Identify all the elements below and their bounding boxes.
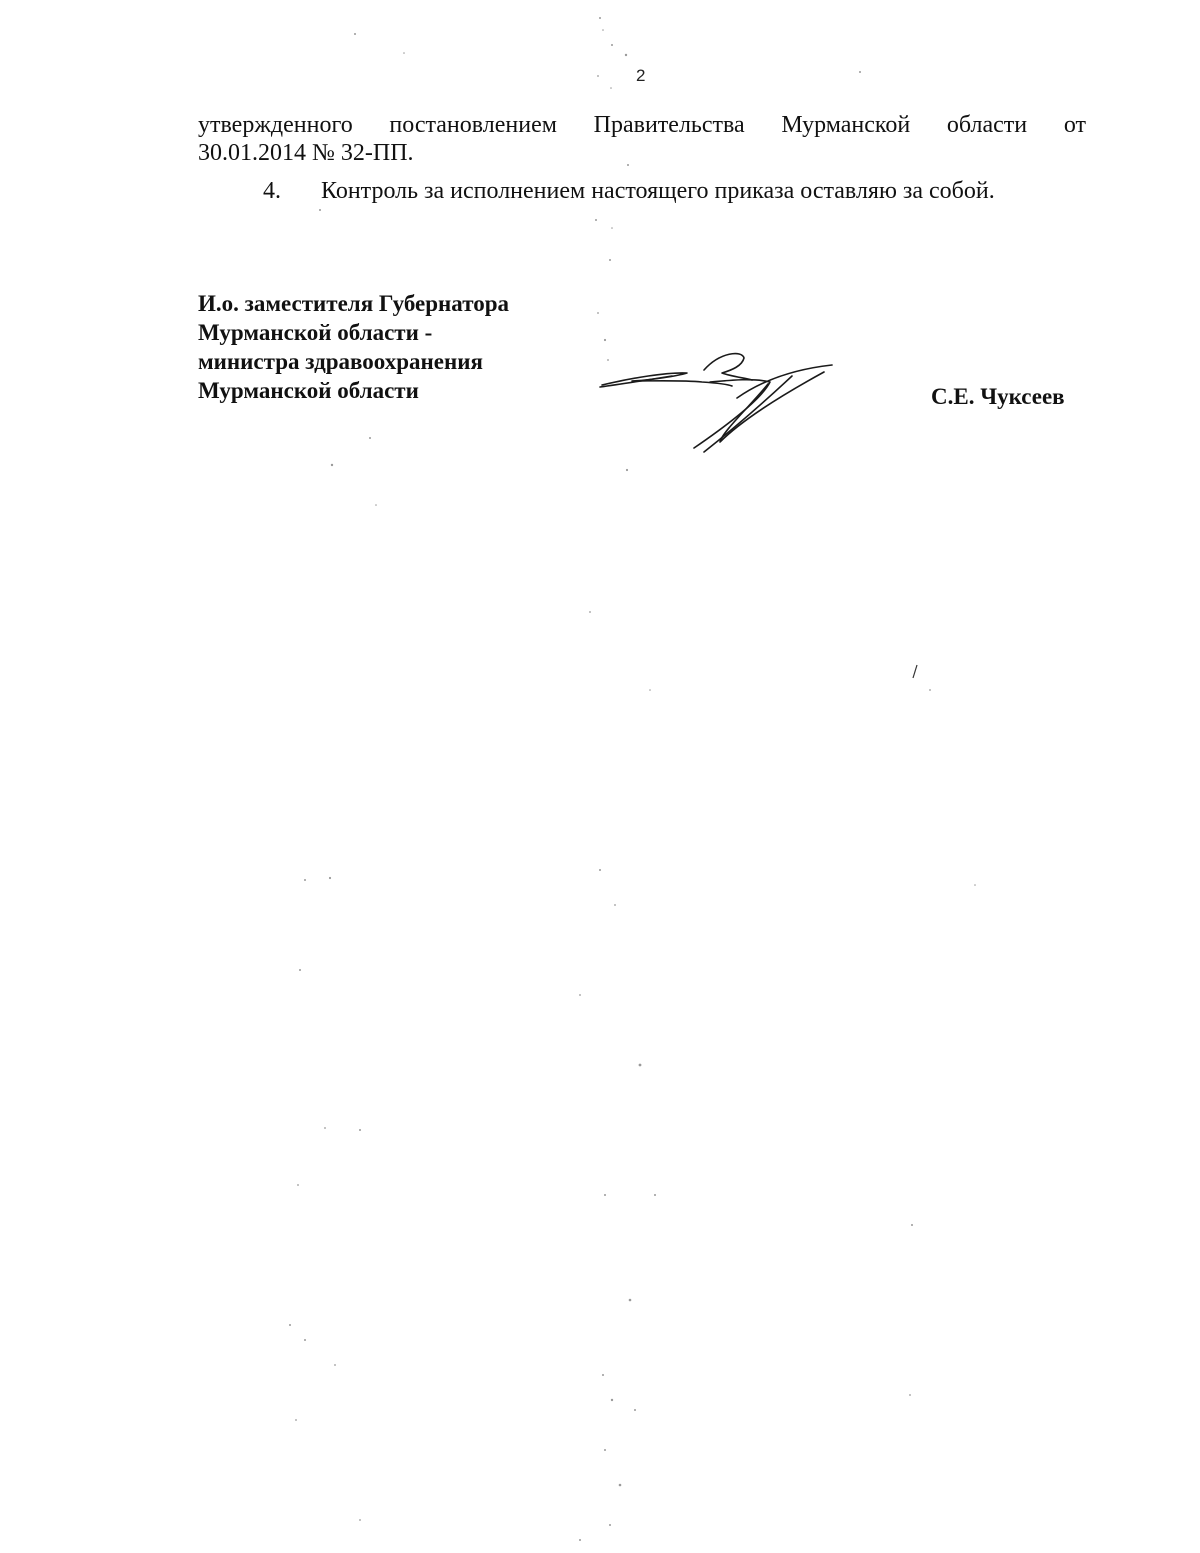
position-line-1: И.о. заместителя Губернатора bbox=[198, 291, 509, 316]
paragraph-continuation-line-1: утвержденного постановлением Правительства Мурманской области от bbox=[198, 112, 1086, 138]
list-item-number: 4. bbox=[263, 178, 281, 204]
position-line-3: министра здравоохранения bbox=[198, 349, 483, 374]
position-line-4: Мурманской области bbox=[198, 378, 419, 403]
list-item-text: Контроль за исполнением настоящего приказа оставляю за собой. bbox=[321, 178, 995, 204]
handwritten-signature bbox=[592, 340, 842, 455]
signer-name: С.Е. Чуксеев bbox=[931, 384, 1065, 409]
signatory-position bbox=[198, 289, 509, 405]
page-number: 2 bbox=[636, 66, 646, 85]
paragraph-continuation-line-2: 30.01.2014 № 32-ПП. bbox=[198, 140, 414, 166]
position-line-2: Мурманской области - bbox=[198, 320, 433, 345]
list-item-4 bbox=[263, 177, 995, 205]
